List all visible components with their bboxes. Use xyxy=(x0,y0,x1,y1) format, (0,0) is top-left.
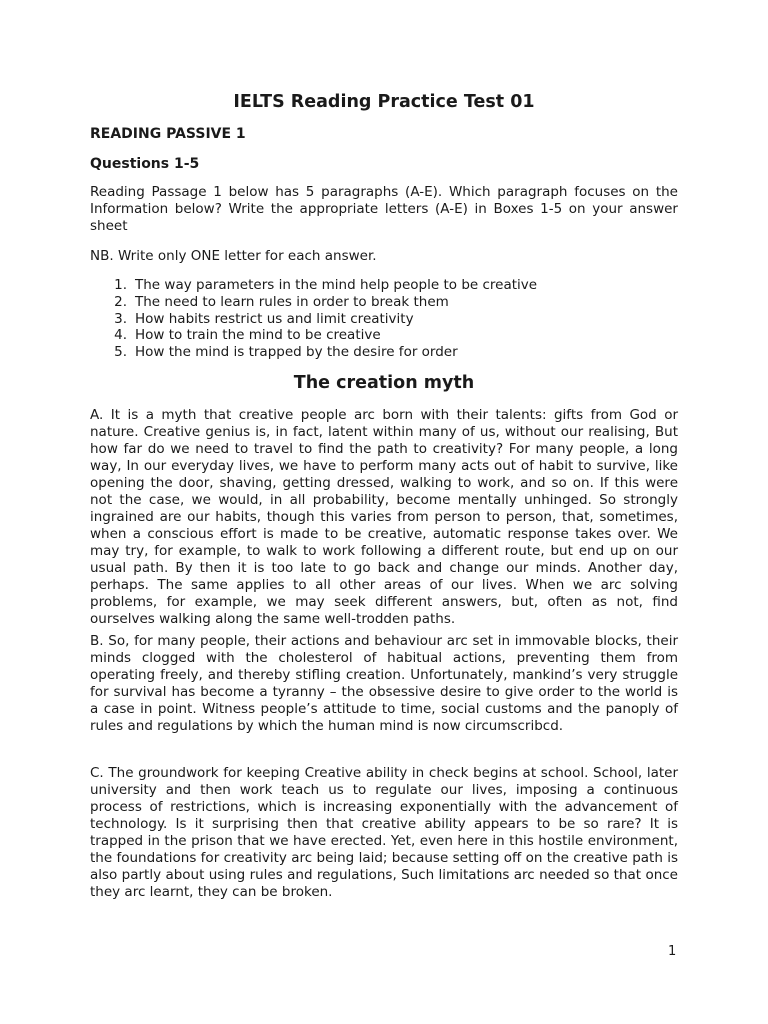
question-text: How to train the mind to be creative xyxy=(135,327,381,344)
nb-note: NB. Write only ONE letter for each answer. xyxy=(90,248,377,264)
question-item xyxy=(90,311,537,328)
passage-title: The creation myth xyxy=(293,373,475,393)
question-text: How the mind is trapped by the desire for order xyxy=(135,344,458,361)
question-number: 1. xyxy=(114,277,127,293)
question-item xyxy=(90,294,537,311)
page-title: IELTS Reading Practice Test 01 xyxy=(233,92,535,112)
question-item xyxy=(90,344,537,361)
question-list xyxy=(90,277,537,361)
paragraph-b: B. So, for many people, their actions and behaviour arc set in immovable blocks, their minds clogged with the cholesterol of habitual actions, preventing them from operating freely, and thereby stifling creation. Unfortunately, mankind’s very struggle for survival has become a tyranny – the obsessive desire to give order to the world is a case in point. Witness people’s attitude to time, social customs and the panoply of rules and regulations by which the human mind is now circumscribcd. xyxy=(90,633,678,734)
question-number: 2. xyxy=(114,293,127,310)
page-number: 1 xyxy=(668,944,677,959)
question-text: The need to learn rules in order to break them xyxy=(135,293,449,310)
question-number: 5. xyxy=(114,344,127,361)
passage-heading: READING PASSIVE 1 xyxy=(90,126,246,142)
question-text: The way parameters in the mind help people to be creative xyxy=(135,277,538,293)
questions-heading: Questions 1-5 xyxy=(90,156,200,172)
question-number: 4. xyxy=(114,327,127,344)
question-text: How habits restrict us and limit creativity xyxy=(135,310,414,327)
paragraph-a: A. It is a myth that creative people arc born with their talents: gifts from God or nature. Creative genius is, in fact, latent within many of us, without our realising, But how far do we need to travel to find the path to creativity? For many people, a long way, In our everyday lives, we have to perform many acts out of habit to survive, like opening the door, shaving, getting dressed, walking to work, and so on. If this were not the case, we would, in all probability, become mentally unhinged. So strongly ingrained are our habits, though this varies from person to person, that, sometimes, when a conscious effort is made to be creative, automatic response takes over. We may try, for example, to walk to work following a different route, but end up on our usual path. By then it is too late to go back and change our minds. Another day, perhaps. The same applies to all other areas of our lives. When we arc solving problems, for example, we may seek different answers, but, often as not, find ourselves walking along the same well-trodden paths. xyxy=(90,407,678,627)
question-item xyxy=(90,277,537,294)
question-item xyxy=(90,327,537,344)
paragraph-c: C. The groundwork for keeping Creative ability in check begins at school. School, later university and then work teach us to regulate our lives, imposing a continuous process of restrictions, which is increasing exponentially with the advancement of technology. Is it surprising then that creative ability appears to be so rare? It is trapped in the prison that we have erected. Yet, even here in this hostile environment, the foundations for creativity arc being laid; because setting off on the creative path is also partly about using rules and regulations, Such limitations arc needed so that once they arc learnt, they can be broken. xyxy=(90,765,678,900)
instructions-text: Reading Passage 1 below has 5 paragraphs (A-E). Which paragraph focuses on the Information below? Write the appropriate letters (A-E) in Boxes 1-5 on your answer sheet xyxy=(90,184,678,234)
question-number: 3. xyxy=(114,310,127,327)
